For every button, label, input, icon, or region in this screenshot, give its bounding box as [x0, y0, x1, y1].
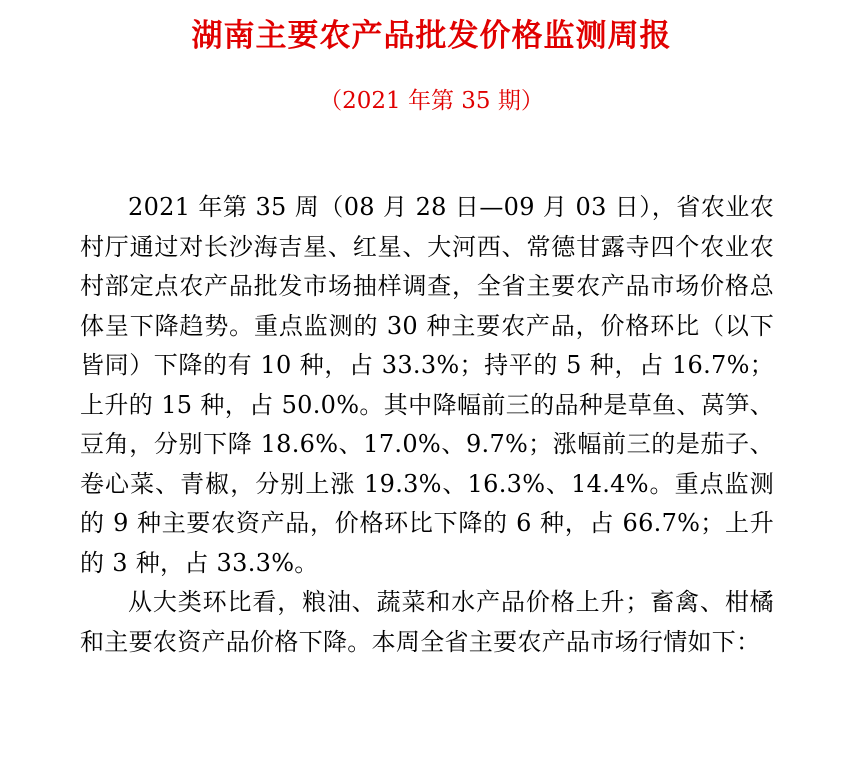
- report-body: [80, 188, 774, 662]
- issue-number: （2021 年第 35 期）: [319, 88, 544, 114]
- paragraph-summary: 2021 年第 35 周（08 月 28 日—09 月 03 日），省农业农村厅通过对长沙海吉星、红星、大河西、常德甘露寺四个农业农村部定点农产品批发市场抽样调查，全省主要农产品市场价格总体呈下降趋势。重点监测的 30 种主要农产品，价格环比（以下皆同）下降的有 10 种，占 33.3%；持平的 5 种，占 16.7%；上升的 15 种，占 50.0%。其中降幅前三的品种是草鱼、莴笋、豆角，分别下降 18.6%、17.0%、9.7%；涨幅前三的是茄子、卷心菜、青椒，分别上涨 19.3%、16.3%、14.4%。重点监测的 9 种主要农资产品，价格环比下降的 6 种，占 66.7%；上升的 3 种，占 33.3%。: [80, 193, 774, 577]
- report-title: 湖南主要农产品批发价格监测周报: [191, 18, 672, 54]
- paragraph-category-overview: 从大类环比看，粮油、蔬菜和水产品价格上升；畜禽、柑橘和主要农资产品价格下降。本周全省主要农产品市场行情如下：: [80, 588, 774, 656]
